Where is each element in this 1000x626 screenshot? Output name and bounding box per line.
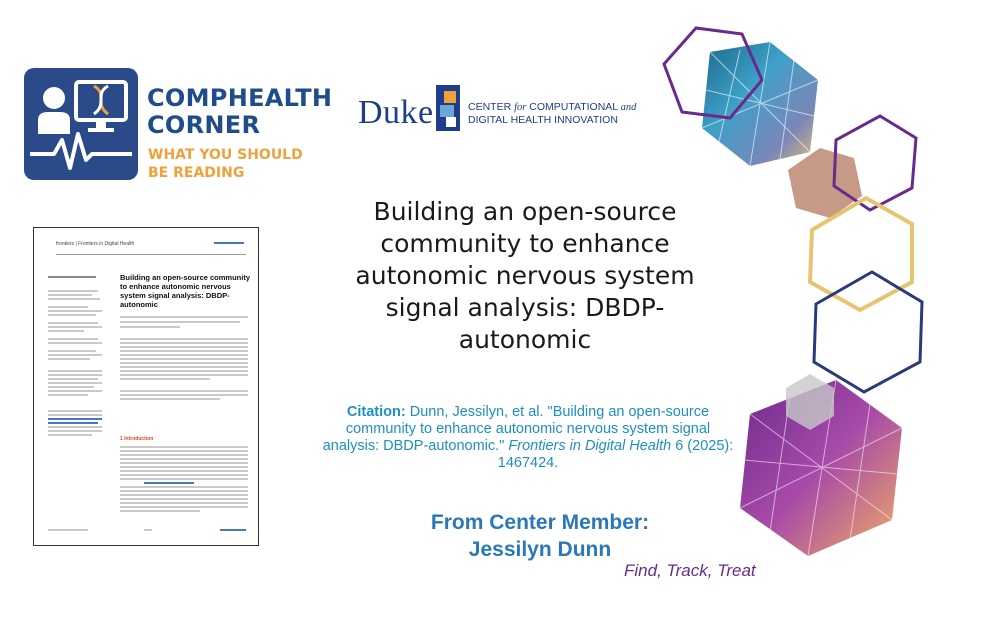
logo-title-line1: COMPHEALTH bbox=[147, 84, 333, 112]
citation-text: Dunn, Jessilyn, et al. "Building an open-source community to enhance autonomic nervous system signal analysis: DBDP-autonomic." bbox=[322, 404, 711, 454]
tagline: Find, Track, Treat bbox=[624, 561, 756, 580]
decorative-hexagons-icon bbox=[640, 20, 1000, 600]
citation-rest: (2025): 1467424. bbox=[497, 438, 734, 471]
logo-subtitle-line2: BE READING bbox=[148, 165, 245, 181]
logo-title-line2: CORNER bbox=[147, 111, 261, 139]
duke-wordmark: Duke bbox=[358, 94, 434, 131]
paper-journal: frontiers | Frontiers in Digital Health bbox=[56, 241, 135, 247]
main-title: Building an open-source community to enhance autonomic nervous system signal analysis: DBDP-autonomic bbox=[355, 197, 695, 354]
duke-center-for: for bbox=[514, 102, 527, 113]
citation-label: Citation: bbox=[346, 404, 406, 420]
citation-volume: 6 bbox=[671, 438, 684, 454]
paper-intro-heading: 1 Introduction bbox=[120, 436, 154, 442]
duke-center-line2: DIGITAL HEALTH INNOVATION bbox=[468, 114, 618, 126]
comphealth-logo-icon bbox=[24, 68, 138, 180]
duke-center-mark-icon bbox=[436, 85, 460, 131]
member-name: Jessilyn Dunn bbox=[468, 538, 612, 561]
member-label: From Center Member: bbox=[430, 511, 650, 534]
duke-center-name bbox=[468, 101, 636, 127]
paper-thumbnail[interactable] bbox=[33, 227, 259, 546]
logo-subtitle-line1: WHAT YOU SHOULD bbox=[148, 147, 303, 163]
citation-journal[interactable]: Frontiers in Digital Health bbox=[508, 438, 672, 454]
duke-center-and: and bbox=[620, 102, 637, 113]
logo-title bbox=[147, 85, 332, 139]
duke-center-rest: COMPUTATIONAL bbox=[526, 101, 621, 113]
logo-subtitle bbox=[148, 146, 303, 182]
paper-title: Building an open-source community to enhance autonomic nervous system signal analysis: DBDP-autonomic bbox=[120, 273, 251, 309]
duke-center-prefix: CENTER bbox=[468, 101, 515, 113]
